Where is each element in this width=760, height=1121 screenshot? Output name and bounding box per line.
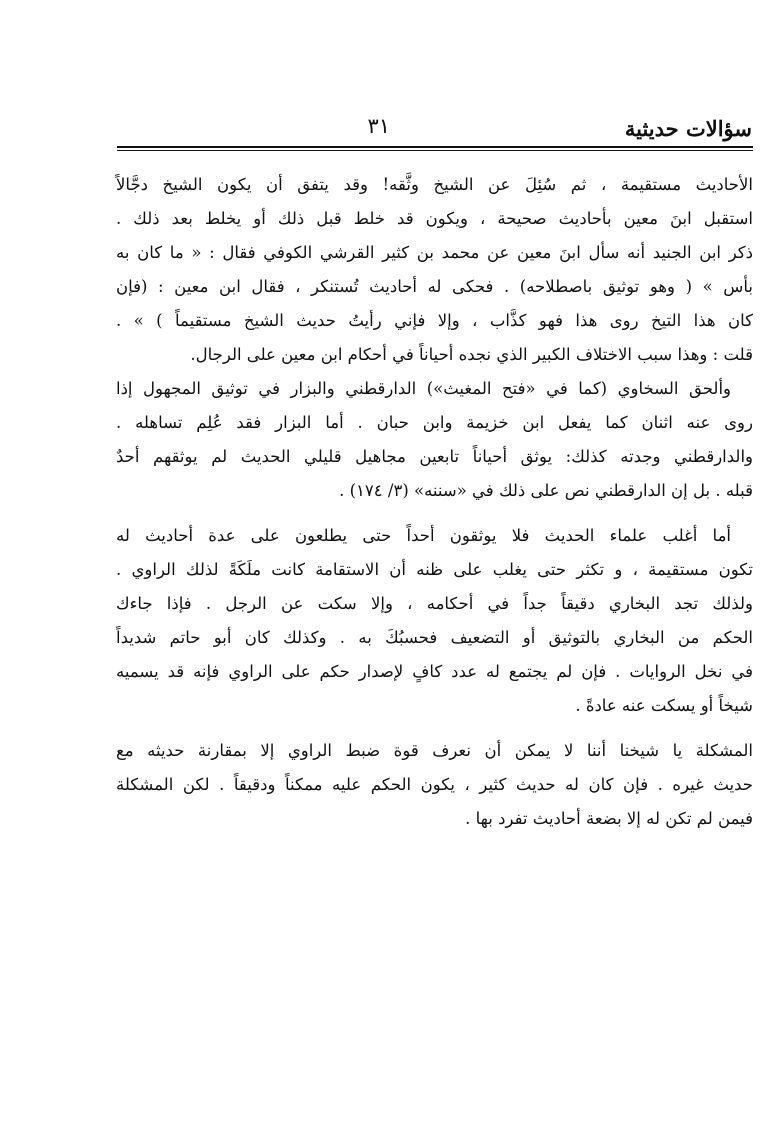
text-line: والدارقطني وجدته كذلك: يوثق أحياناً تابعين مجاهيل قليلي الحديث لم يوثقهم أحدٌ [116, 447, 753, 466]
text-line: أما أغلب علماء الحديث فلا يوثقون أحداً حتى يطلعون على عدة أحاديث له [116, 526, 731, 545]
text-line: فيمن لم تكن له إلا بضعة أحاديث تفرد بها . [465, 809, 753, 828]
page-number: ٣١ [367, 114, 390, 138]
text-line: الأحاديث مستقيمة ، ثم سُئِلَ عن الشيخ وثَّقه! وقد يتفق أن يكون الشيخ دجَّالاً [116, 175, 753, 194]
text-line: وألحق السخاوي (كما في «فتح المغيث») الدارقطني والبزار في توثيق المجهول إذا [116, 379, 731, 398]
text-line: قلت : وهذا سبب الاختلاف الكبير الذي نجده أحياناً في أحكام ابن معين على الرجال. [190, 345, 753, 364]
running-title: سؤالات حديثية [624, 116, 752, 141]
paragraph-gap [116, 723, 753, 734]
text-line: حديث غيره . فإن كان له حديث كثير ، يكون الحكم عليه ممكناً ودقيقاً . لكن المشكلة [116, 775, 753, 794]
text-line: شيخاً أو يسكت عنه عادةً . [575, 696, 753, 715]
header-rule-thick [117, 146, 753, 148]
body-text [116, 168, 753, 836]
text-line: تكون مستقيمة ، و تكثر حتى يغلب على ظنه أن الاستقامة كانت ملَكَةً لذلك الراوي . [116, 560, 753, 579]
text-line: المشكلة يا شيخنا أننا لا يمكن أن نعرف قوة ضبط الراوي إلا بمقارنة حديثه مع [116, 741, 753, 760]
text-line: الحكم من البخاري بالتوثيق أو التضعيف فحسبُكَ به . وكذلك كان أبو حاتم شديداً [116, 628, 753, 647]
paragraph-gap [116, 508, 753, 519]
text-line: بأس » ( وهو توثيق باصطلاحه) . فحكى له أحاديث تُستنكر ، فقال ابن معين : (فإن [116, 277, 753, 296]
text-line: في نخل الروايات . فإن لم يجتمع له عدد كافٍ لإصدار حكم على الراوي فإنه قد يسميه [116, 662, 753, 681]
page-header [108, 108, 752, 148]
header-rule-thin [117, 150, 753, 151]
text-line: استقبل ابنَ معين بأحاديث صحيحة ، ويكون قد خلط قبل ذلك أو يخلط بعد ذلك . [116, 209, 753, 228]
text-line: قبله . بل إن الدارقطني نص على ذلك في «سننه» (٣/ ١٧٤) . [339, 481, 753, 500]
text-line: روى عنه اثنان كما يفعل ابن خزيمة وابن حبان . أما البزار فقد عُلِم تساهله . [116, 413, 753, 432]
text-line: ذكر ابن الجنيد أنه سأل ابنَ معين عن محمد بن كثير القرشي الكوفي فقال : « ما كان به [116, 243, 753, 262]
text-line: ولذلك تجد البخاري دقيقاً جداً في أحكامه ، وإلا سكت عن الرجل . فإذا جاءك [116, 594, 753, 613]
text-line: كان هذا التيخ روى هذا فهو كذَّاب ، وإلا فإني رأيتُ حديث الشيخ مستقيماً ) » . [116, 311, 753, 330]
